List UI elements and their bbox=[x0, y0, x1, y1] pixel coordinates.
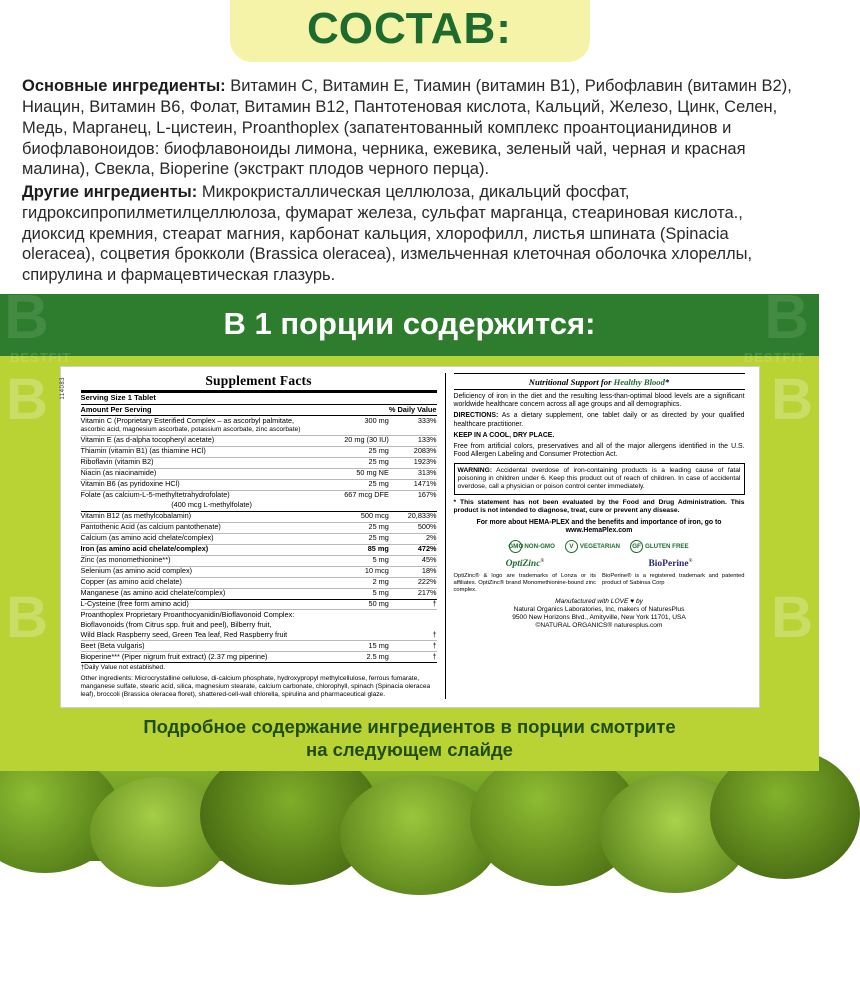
heading-star: * bbox=[664, 377, 670, 387]
manufacturer-line-3: 9500 New Horizons Blvd., Amityville, New York 11701, USA bbox=[512, 614, 686, 622]
table-row bbox=[81, 490, 437, 500]
storage-note bbox=[454, 432, 745, 440]
bioperine-name: BioPerine bbox=[648, 559, 689, 570]
nutrient-amount: 667 mcg DFE bbox=[344, 490, 389, 500]
nutrient-amount: 2 mg bbox=[343, 577, 389, 588]
manufacturer-line-4: ©NATURAL ORGANICS® naturesplus.com bbox=[535, 622, 663, 630]
nutrient-name: Vitamin E (as d-alpha tocopheryl acetate) bbox=[81, 435, 343, 446]
badge-vegetarian bbox=[565, 540, 620, 553]
ingredients-block bbox=[0, 62, 819, 286]
table-row bbox=[81, 457, 437, 468]
warning-label: WARNING: bbox=[457, 467, 493, 475]
table-row bbox=[81, 620, 437, 630]
table-row bbox=[81, 588, 437, 599]
watermark-letter-left: B bbox=[4, 283, 49, 352]
directions-paragraph bbox=[454, 412, 745, 428]
nutrient-name: Riboflavin (vitamin B2) bbox=[81, 457, 343, 468]
nutrient-dv: 1923% bbox=[389, 457, 437, 468]
nutrient-amount: 2.5 mg bbox=[343, 652, 389, 663]
caption-line-2: на следующем слайде bbox=[306, 738, 513, 760]
nutrient-dv: † bbox=[389, 641, 437, 652]
nutrient-dv: † bbox=[389, 652, 437, 663]
next-slide-caption bbox=[0, 708, 819, 771]
nutrient-name: Proanthoplex Proprietary Proanthocyanidin/Bioflavonoid Complex: bbox=[80, 610, 295, 620]
fda-disclaimer-text: * This statement has not been evaluated by the Food and Drug Administration. This product is not intended to diagnose, treat, cure or prevent any disease. bbox=[453, 498, 745, 514]
table-row bbox=[81, 566, 437, 577]
nutrient-name: Folate (as calcium-L-5-methyltetrahydrofolate) bbox=[80, 490, 230, 500]
nutrient-dv: 167% bbox=[417, 490, 437, 500]
nutrient-amount: 500 mcg bbox=[343, 511, 389, 522]
title-banner bbox=[230, 0, 590, 62]
manufacturer-line-2: Natural Organics Laboratories, Inc, makers of NaturesPlus bbox=[513, 606, 685, 614]
nutrient-name: Thiamin (vitamin B1) (as thiamine HCl) bbox=[81, 446, 343, 457]
nutrient-dv: 2083% bbox=[389, 446, 437, 457]
nutrient-name: Calcium (as amino acid chelate/complex) bbox=[81, 533, 343, 544]
supplement-facts-panel bbox=[69, 373, 437, 699]
other-ingredients-english: Other ingredients: Microcrystalline cellulose, di-calcium phosphate, hydroxypropyl methylcellulose, ferrous fumarate, manganese sulfate, stearic acid, silica, magnesium stearate, calcium carbonate, chlorophyll, spinach (Spinacia oleracea leaf), broccoli (Brassica oleracea floret), shattered-cell-wall chlorella, spirulina and pharmaceutical glaze. bbox=[80, 675, 431, 699]
header-amount-per-serving: Amount Per Serving bbox=[81, 405, 343, 416]
directions-text: As a dietary supplement, one tablet daily or as directed by your qualified healthcare practitioner. bbox=[453, 412, 745, 428]
heading-highlight: Healthy Blood bbox=[613, 377, 665, 387]
serving-banner bbox=[0, 283, 819, 365]
table-row bbox=[81, 479, 437, 490]
nutrient-dv: 45% bbox=[389, 555, 437, 566]
certification-badges bbox=[454, 540, 745, 553]
other-ingredients-text: Микрокристаллическая целлюлоза, дикальций фосфат, гидроксипропилметилцеллюлоза, фумарат железа, сульфат марганца, стеариновая кислота., диоксид кремния, стеарат магния, карбонат кальция, хлорофилл, листья шпината (Spinacia oleracea), соцветия брокколи (Brassica oleracea), измельченная клеточная оболочка хлореллы, спирулина и фармацевтическая глазурь. bbox=[22, 183, 753, 285]
watermark-text-right: BESTFIT bbox=[743, 350, 805, 365]
warning-text: Accidental overdose of iron-containing products is a leading cause of fatal poisoning in children under 6. Keep this product out of reach of children. In case of accidental overdose, call a physician or poison control center immediately. bbox=[457, 467, 741, 490]
label-info-panel bbox=[445, 373, 745, 699]
caption-line-1: Подробное содержание ингредиентов в порции смотрите bbox=[143, 716, 676, 738]
nutrient-amount: 25 mg bbox=[343, 522, 389, 533]
table-row bbox=[81, 435, 437, 446]
optizinc-name: OptiZinc bbox=[505, 559, 541, 570]
nutrient-subnote: (400 mcg L-methylfolate) bbox=[81, 501, 343, 511]
nutrient-amount: 5 mg bbox=[343, 555, 389, 566]
nutrient-dv: † bbox=[389, 630, 437, 640]
optizinc-mark bbox=[506, 559, 545, 570]
nutrient-name: Manganese (as amino acid chelate/complex) bbox=[81, 588, 343, 599]
nutrient-name: L-Cysteine (free form amino acid) bbox=[81, 599, 343, 610]
main-ingredients-text: Витамин С, Витамин Е, Тиамин (витамин В1), Рибофлавин (витамин В2), Ниацин, Витамин В6, Фолат, Витамин В12, Пантотеновая кислота, Кальций, Железо, Цинк, Селен, Медь, Марганец, L-цистеин, Proanthoplex (запатентованный комплекс проантоцианидинов и биофлавоноидов: биофлавоноиды лимона, черника, ежевика, зеленый чай, черная и красная малина), Свекла, Bioperine (экстракт плодов черного перца). bbox=[22, 77, 792, 179]
serving-banner-text: В 1 порции содержится: bbox=[223, 306, 596, 341]
table-row bbox=[81, 599, 437, 610]
nutrient-subtext: ascorbic acid, magnesium ascorbate, potassium ascorbate, zinc ascorbate) bbox=[80, 426, 301, 434]
manufacturer-line-1: Manufactured with LOVE ♥ by bbox=[555, 597, 643, 605]
nutrient-name: Wild Black Raspberry seed, Green Tea leaf, Red Raspberry fruit bbox=[81, 630, 343, 640]
table-row bbox=[81, 652, 437, 663]
badge-label: VEGETARIAN bbox=[579, 542, 621, 550]
nutrient-amount: 85 mg bbox=[343, 544, 389, 555]
table-row bbox=[81, 468, 437, 479]
serving-size: Serving Size 1 Tablet bbox=[80, 392, 156, 402]
badge-non-gmo bbox=[509, 540, 555, 553]
heading-prefix: Nutritional Support for bbox=[528, 377, 614, 387]
nutrient-dv: 20,833% bbox=[389, 511, 437, 522]
table-row bbox=[81, 533, 437, 544]
nutrient-amount: 10 mcg bbox=[343, 566, 389, 577]
watermark-bg-1: B bbox=[6, 367, 48, 432]
watermark-text-left: BESTFIT bbox=[10, 350, 72, 365]
nutrient-dv: 500% bbox=[389, 522, 437, 533]
watermark-bg-3: B bbox=[6, 585, 48, 651]
nutrient-name: Copper (as amino acid chelate) bbox=[81, 577, 343, 588]
nutrient-amount: 25 mg bbox=[343, 457, 389, 468]
nutrient-dv: 333% bbox=[389, 415, 437, 435]
daily-value-footnote: †Daily Value not established. bbox=[80, 664, 166, 672]
supplement-facts-table bbox=[81, 405, 437, 664]
brand-marks bbox=[454, 559, 745, 570]
optizinc-sup: ® bbox=[540, 558, 545, 564]
label-side-code: 114083 bbox=[59, 377, 66, 400]
other-ingredients-paragraph bbox=[22, 182, 797, 286]
nutrient-dv: 217% bbox=[389, 588, 437, 599]
main-ingredients-label: Основные ингредиенты: bbox=[22, 77, 226, 96]
table-row bbox=[81, 577, 437, 588]
nutrient-amount: 15 mg bbox=[343, 641, 389, 652]
table-row bbox=[81, 641, 437, 652]
watermark-letter-right: B bbox=[764, 283, 809, 352]
nutrient-dv: 313% bbox=[389, 468, 437, 479]
nutritional-support-heading bbox=[454, 377, 745, 389]
keep-cool-text: KEEP IN A COOL, DRY PLACE. bbox=[453, 431, 555, 439]
badge-label: NON-GMO bbox=[524, 542, 555, 550]
broccoli-photo bbox=[0, 771, 819, 861]
nutrient-name: Vitamin C (Proprietary Esterified Complex – as ascorbyl palmitate, bbox=[80, 415, 295, 425]
nutrient-dv: 472% bbox=[389, 544, 437, 555]
nutrient-dv: † bbox=[389, 599, 437, 610]
nutrient-name: Iron (as amino acid chelate/complex) bbox=[81, 544, 343, 555]
page-title: СОСТАВ: bbox=[307, 4, 512, 53]
intro-paragraph: Deficiency of iron in the diet and the resulting less-than-optimal blood levels are a significant worldwide healthcare concern across all age groups and all demographics. bbox=[453, 393, 745, 409]
allergen-paragraph: Free from artificial colors, preservatives and all of the major allergens identified in the U.S. Food Allergen Labeling and Consumer Protection Act. bbox=[453, 442, 745, 458]
watermark-bg-4: B bbox=[771, 585, 813, 651]
nutrient-dv: 18% bbox=[389, 566, 437, 577]
table-row bbox=[81, 415, 437, 435]
nutrient-dv: 1471% bbox=[389, 479, 437, 490]
table-row bbox=[81, 630, 437, 640]
bioperine-mark bbox=[648, 559, 692, 570]
supplement-facts-title: Supplement Facts bbox=[205, 373, 312, 388]
nutrient-name: Niacin (as niacinamide) bbox=[81, 468, 343, 479]
gluten-free-icon: GF bbox=[630, 540, 643, 553]
nutrient-name: Selenium (as amino acid complex) bbox=[81, 566, 343, 577]
nutrient-dv: 133% bbox=[389, 435, 437, 446]
more-info-text: For more about HEMA-PLEX and the benefits and importance of iron, go to www.HemaPlex.com bbox=[476, 518, 722, 534]
label-area bbox=[0, 356, 819, 771]
supplement-facts-card bbox=[60, 366, 760, 708]
table-row bbox=[81, 544, 437, 555]
nutrient-dv: 222% bbox=[389, 577, 437, 588]
nutrient-amount: 25 mg bbox=[343, 533, 389, 544]
table-header-row bbox=[81, 405, 437, 416]
nutrient-name: Bioperine*** (Piper nigrum fruit extract) (2.37 mg piperine) bbox=[81, 652, 343, 663]
nutrient-amount: 25 mg bbox=[343, 446, 389, 457]
nutrient-amount: 20 mg (30 IU) bbox=[344, 435, 389, 445]
watermark-bg-2: B bbox=[771, 367, 813, 432]
nutrient-name: Pantothenic Acid (as calcium pantothenate) bbox=[81, 522, 343, 533]
nutrient-amount: 5 mg bbox=[343, 588, 389, 599]
nutrient-amount: 50 mg NE bbox=[343, 468, 389, 479]
nutrient-dv: 2% bbox=[389, 533, 437, 544]
directions-label: DIRECTIONS: bbox=[453, 412, 499, 420]
trademark-notes bbox=[454, 573, 745, 593]
warning-box bbox=[454, 463, 745, 495]
table-row bbox=[81, 501, 437, 511]
table-row bbox=[81, 522, 437, 533]
nutrient-amount: 25 mg bbox=[343, 479, 389, 490]
trademark-bioperine: BioPerine® is a registered trademark and patented product of Sabinsa Corp bbox=[602, 573, 745, 587]
vegetarian-icon: V bbox=[565, 540, 578, 553]
header-daily-value: % Daily Value bbox=[388, 404, 437, 414]
badge-label: GLUTEN FREE bbox=[645, 542, 689, 550]
main-ingredients-paragraph bbox=[22, 76, 797, 180]
table-row bbox=[81, 555, 437, 566]
nutrient-name: Vitamin B6 (as pyridoxine HCl) bbox=[81, 479, 343, 490]
table-row bbox=[81, 446, 437, 457]
nutrient-name: Beet (Beta vulgaris) bbox=[81, 641, 343, 652]
nutrient-amount: 300 mg bbox=[343, 415, 389, 435]
nutrient-name: Zinc (as monomethionine**) bbox=[81, 555, 343, 566]
gmo-free-icon: GMO bbox=[509, 540, 522, 553]
table-row bbox=[81, 610, 437, 620]
table-row bbox=[81, 511, 437, 522]
nutrient-name: Vitamin B12 (as methylcobalamin) bbox=[81, 511, 343, 522]
nutrient-amount: 50 mg bbox=[343, 599, 389, 610]
badge-gluten-free bbox=[630, 540, 689, 553]
trademark-optizinc: OptiZinc® & logo are trademarks of Lonza or its affiliates. OptiZinc® brand Monomethionine-bound zinc complex. bbox=[453, 573, 596, 593]
bioperine-sup: ® bbox=[688, 558, 693, 564]
other-ingredients-label: Другие ингредиенты: bbox=[22, 183, 198, 202]
manufacturer-block bbox=[454, 598, 745, 631]
fda-disclaimer bbox=[454, 499, 745, 515]
composition-section bbox=[0, 0, 819, 294]
nutrient-name: Bioflavonoids (from Citrus spp. fruit and peel), Bilberry fruit, bbox=[80, 620, 272, 630]
